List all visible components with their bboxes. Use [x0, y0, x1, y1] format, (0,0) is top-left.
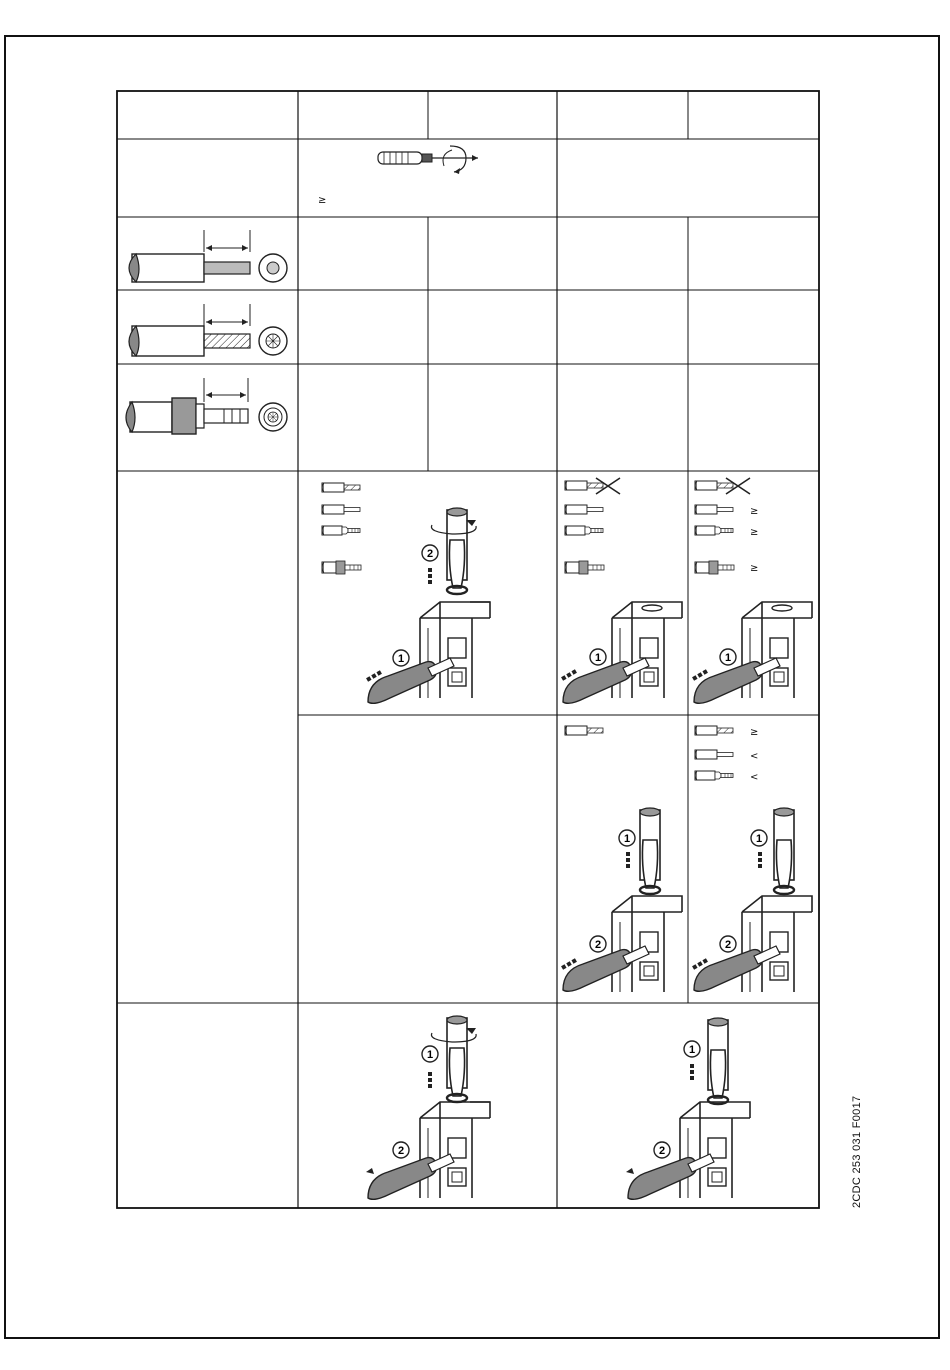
- lt-symbol: <: [750, 772, 759, 783]
- step-marker-1e: [422, 1046, 438, 1062]
- svg-text:1: 1: [755, 833, 763, 845]
- lt-symbol: <: [750, 751, 759, 762]
- step-marker-2a: [422, 545, 438, 561]
- svg-text:1: 1: [688, 1044, 696, 1056]
- conductor-type-icons-d: [695, 478, 750, 574]
- push-in-connect-illustration-d: [692, 602, 812, 703]
- svg-text:2: 2: [658, 1145, 666, 1157]
- conductor-type-icons-c2: [565, 726, 603, 735]
- stranded-conductor-diagram: [129, 304, 287, 356]
- conductor-type-icons-a: [322, 483, 361, 574]
- min-symbol: ≥: [750, 727, 759, 738]
- step-marker-2d2: [720, 936, 736, 952]
- document-code: 2CDC 253 031 F0017: [851, 1095, 863, 1208]
- step-marker-1d2: [751, 830, 767, 846]
- min-symbol: ≥: [318, 195, 327, 206]
- step-marker-1c2: [619, 830, 635, 846]
- solid-conductor-diagram: [129, 230, 287, 282]
- svg-text:2: 2: [724, 939, 732, 951]
- step-marker-2e: [393, 1142, 409, 1158]
- svg-text:1: 1: [397, 653, 405, 665]
- step-marker-1a: [393, 650, 409, 666]
- step-marker-1d: [720, 649, 736, 665]
- svg-text:1: 1: [426, 1049, 434, 1061]
- step-marker-2c2: [590, 936, 606, 952]
- svg-text:2: 2: [397, 1145, 405, 1157]
- conductor-type-icons-c: [565, 478, 620, 574]
- min-symbol: ≥: [750, 563, 759, 574]
- screw-connect-illustration: [366, 508, 490, 703]
- screw-disconnect-illustration: [366, 1016, 490, 1199]
- svg-text:2: 2: [426, 548, 434, 560]
- push-in-connect-illustration-c: [561, 602, 682, 703]
- svg-text:1: 1: [623, 833, 631, 845]
- svg-text:1: 1: [594, 652, 602, 664]
- conductor-type-icons-d2: [695, 726, 733, 780]
- svg-text:1: 1: [724, 652, 732, 664]
- ferrule-conductor-diagram: [126, 378, 287, 434]
- step-marker-1f: [684, 1041, 700, 1057]
- screwdriver-tool-icon: [378, 146, 478, 174]
- min-symbol: ≥: [750, 506, 759, 517]
- step-marker-1c: [590, 649, 606, 665]
- svg-text:2: 2: [594, 939, 602, 951]
- min-symbol: ≥: [750, 527, 759, 538]
- step-marker-2f: [654, 1142, 670, 1158]
